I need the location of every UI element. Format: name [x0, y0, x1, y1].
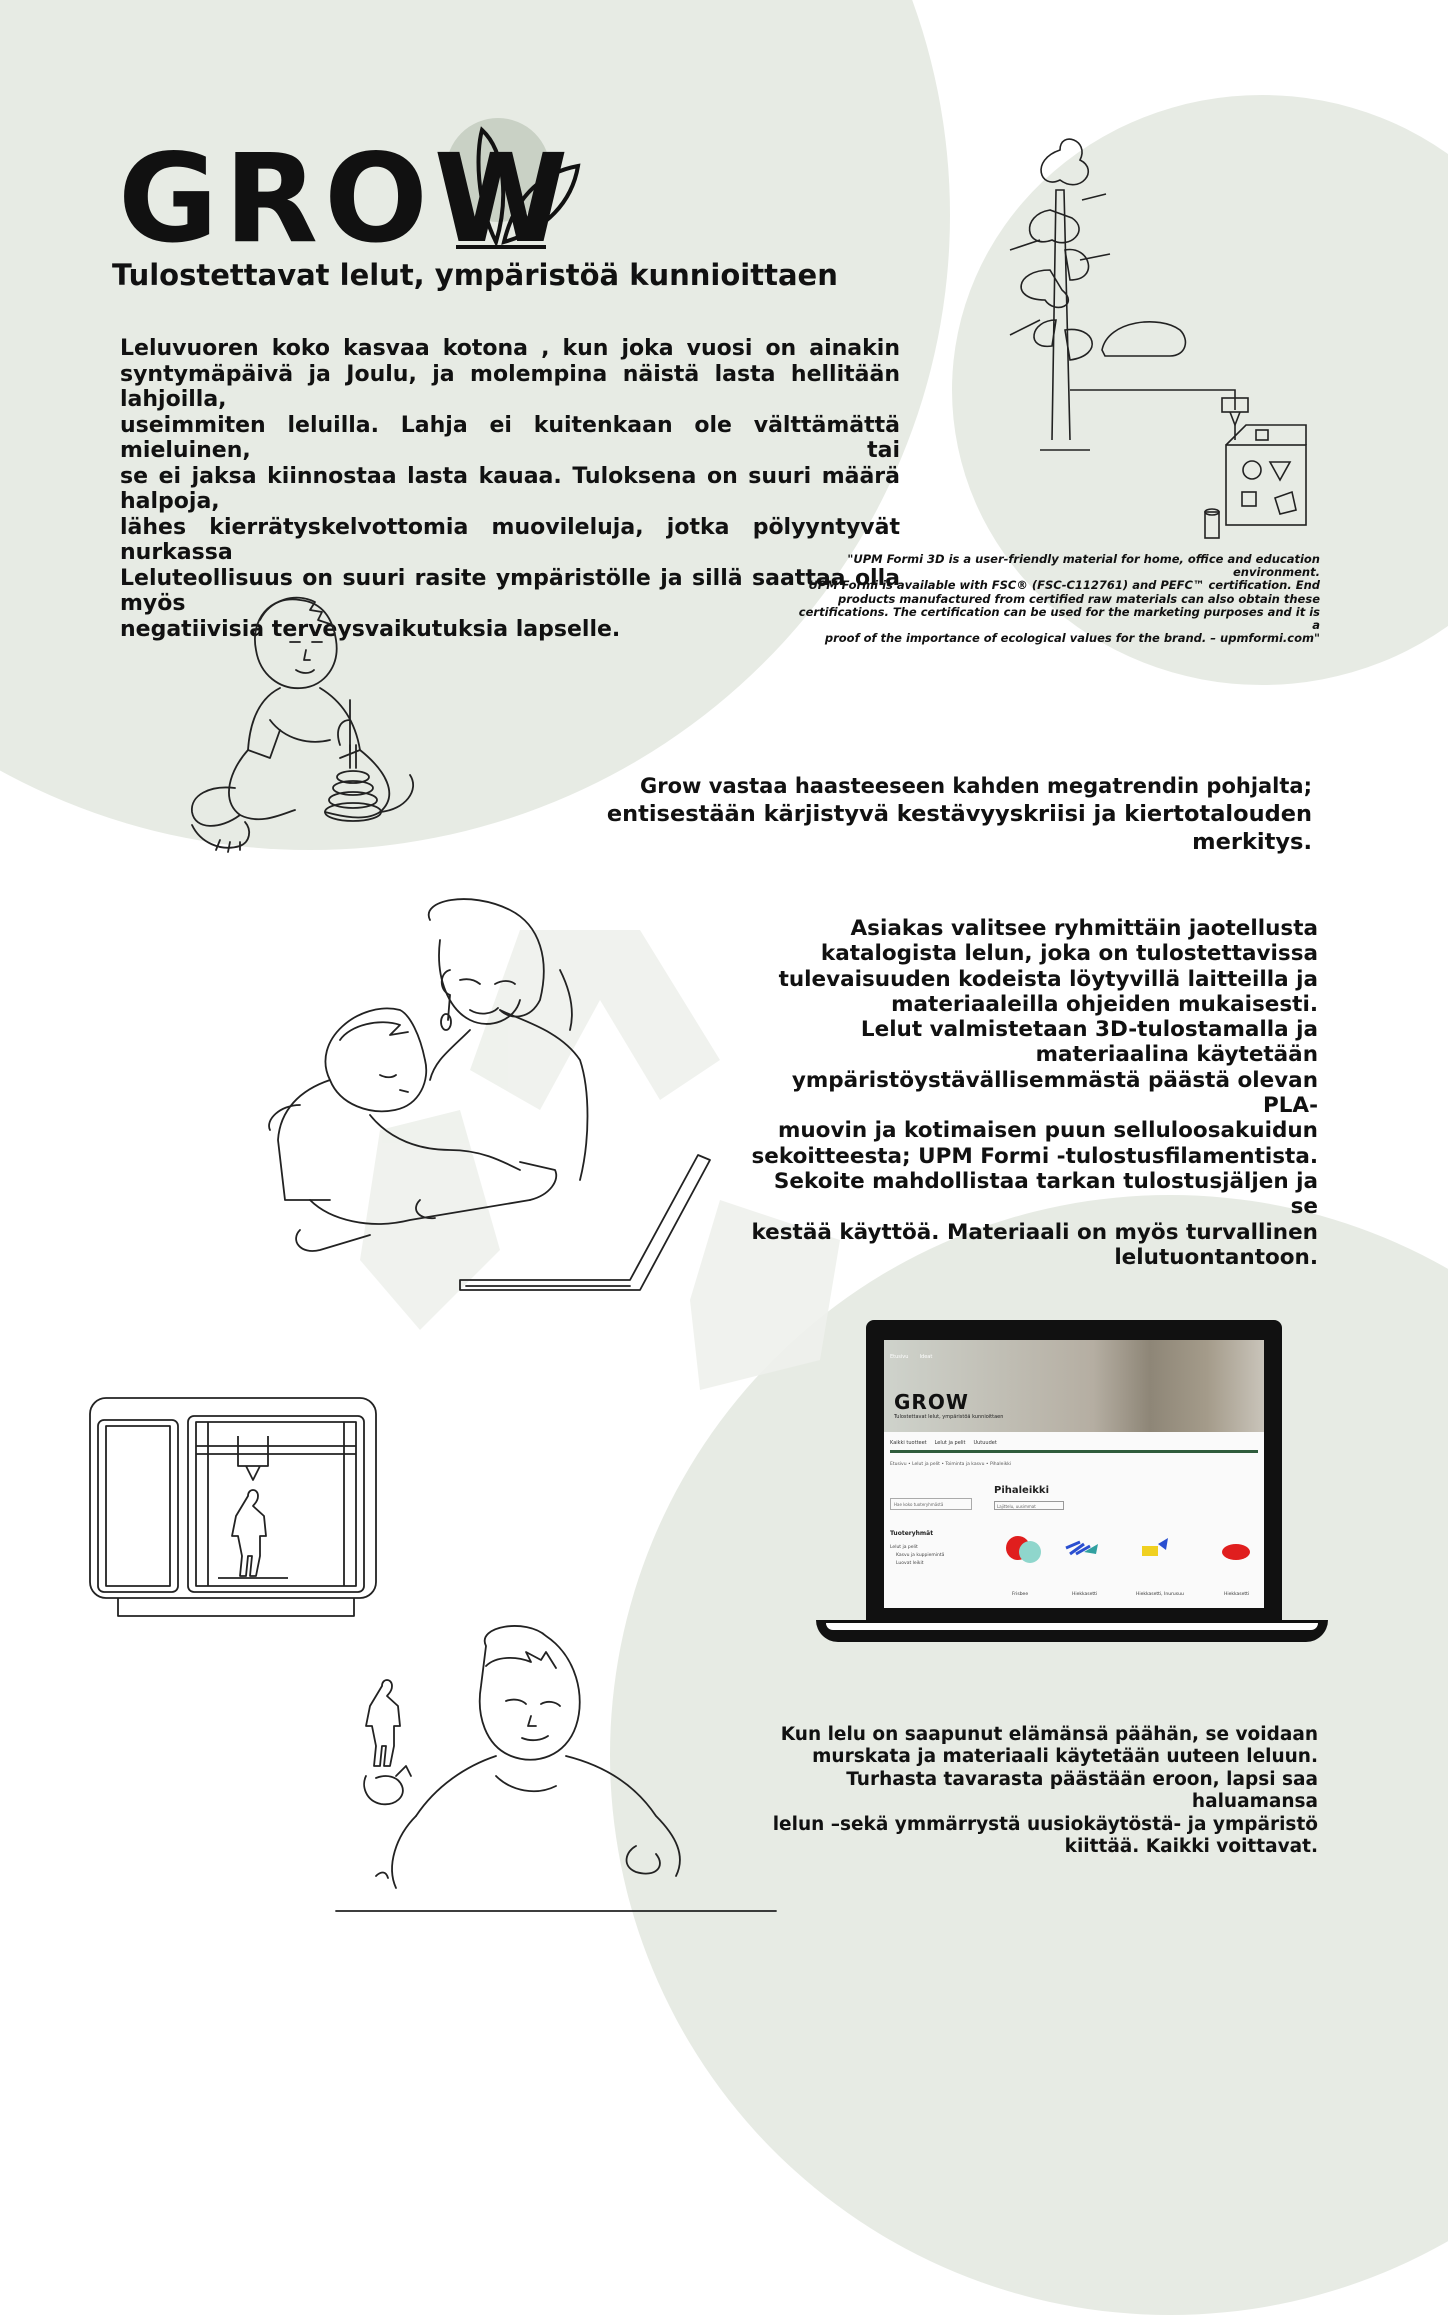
website-group-heading: Tuoteryhmät — [890, 1530, 934, 1537]
customer-process-paragraph — [740, 916, 1318, 1270]
customer-line: materiaaleilla ohjeiden mukaisesti. — [891, 991, 1318, 1017]
website-group-item[interactable]: Kasvu ja kuppiemintä — [896, 1553, 945, 1558]
lifecycle-line: murskata ja materiaali käytetään uuteen leluun. — [812, 1746, 1318, 1768]
tree-to-toy-illustration — [990, 120, 1310, 540]
website-nav-item[interactable]: Ideat — [919, 1354, 933, 1360]
website-product-caption[interactable]: Hiekkasetti — [1072, 1592, 1098, 1597]
quote-line: proof of the importance of ecological values for the brand. – upmformi.com" — [824, 631, 1320, 646]
website-nav-item[interactable]: Etusivu — [890, 1354, 909, 1360]
parent-and-child-laptop-illustration — [270, 900, 720, 1320]
megatrend-line-1: Grow vastaa haasteeseen kahden megatrendin pohjalta; — [640, 774, 1312, 798]
lifecycle-line: Turhasta tavarasta päästään eroon, lapsi saa haluamansa — [846, 1768, 1318, 1813]
website-category-heading: Pihaleikki — [994, 1485, 1049, 1496]
website-sort-select[interactable]: Lajittelu, uusimmat — [994, 1501, 1064, 1510]
website-search-input[interactable]: Hae koko tuoteryhmästä — [890, 1498, 972, 1510]
logo-wordmark: GROW — [118, 128, 575, 270]
website-tagline: Tulostettavat lelut, ympäristöä kunnioittaen — [894, 1414, 1004, 1420]
website-product-caption[interactable]: Hiekkasetti — [1224, 1592, 1250, 1597]
customer-line: tulevaisuuden kodeista löytyvillä laitteilla ja — [778, 966, 1318, 992]
laptop-base — [816, 1620, 1328, 1642]
intro-line: negatiivisia terveysvaikutuksia lapselle. — [120, 616, 621, 642]
website-group-item[interactable]: Lelut ja pelit — [890, 1545, 918, 1550]
child-with-ring-stacker-illustration — [190, 580, 480, 880]
customer-line: katalogista lelun, joka on tulostettavissa — [820, 941, 1318, 967]
intro-line: Leluvuoren koko kasvaa kotona , kun joka vuosi on ainakin — [120, 336, 900, 361]
customer-line: lelutuontantoon. — [1114, 1244, 1318, 1270]
lifecycle-line: Kun lelu on saapunut elämänsä päähän, se voidaan — [780, 1724, 1318, 1745]
megatrend-statement — [520, 772, 1312, 856]
customer-line: kestää käyttöä. Materiaali on myös turvallinen — [751, 1219, 1318, 1245]
customer-line: Sekoite mahdollistaa tarkan tulostusjäljen ja se — [773, 1168, 1318, 1220]
lifecycle-paragraph — [740, 1724, 1318, 1858]
website-menu-item[interactable]: Kaikki tuotteet — [890, 1440, 927, 1446]
quote-line: UPM Formi is available with FSC® (FSC-C112761) and PEFC™ certification. End — [808, 578, 1320, 593]
website-menu-item[interactable]: Lelut ja pelit — [934, 1440, 966, 1446]
quote-line: products manufactured from certified raw materials can also obtain these — [838, 591, 1320, 606]
website-breadcrumb[interactable]: Etusivu • Lelut ja pelit • Toiminta ja kasvu • Pihaleikki — [890, 1462, 1012, 1467]
intro-line: useimmiten leluilla. Lahja ei kuitenkaan ole välttämättä mieluinen, tai — [120, 412, 900, 463]
intro-line: se ei jaksa kiinnostaa lasta kauaa. Tuloksena on suuri määrä halpoja, — [120, 463, 900, 514]
upm-formi-quote — [790, 553, 1320, 645]
lifecycle-line: kiittää. Kaikki voittavat. — [1064, 1836, 1318, 1858]
3d-printer-illustration — [88, 1396, 388, 1636]
customer-line: muovin ja kotimaisen puun selluloosakuidun — [777, 1118, 1318, 1144]
website-group-item[interactable]: Luovat leikit — [896, 1561, 924, 1566]
child-with-toy-figure-illustration — [336, 1626, 776, 1926]
website-logo: GROW — [894, 1390, 969, 1414]
lifecycle-line: lelun –sekä ymmärrystä uusiokäytöstä- ja ympäristö — [772, 1813, 1318, 1835]
megatrend-line-2: entisestään kärjistyvä kestävyyskriisi ja kiertotalouden merkitys. — [606, 801, 1312, 855]
customer-line: sekoitteesta; UPM Formi -tulostusfilamentista. — [751, 1143, 1318, 1169]
website-mockup — [884, 1340, 1264, 1608]
customer-line: Asiakas valitsee ryhmittäin jaotellusta — [850, 916, 1318, 941]
quote-line: "UPM Formi 3D is a user-friendly material for home, office and education environment. — [847, 552, 1320, 580]
customer-line: ympäristöystävällisemmästä päästä olevan PLA- — [791, 1067, 1318, 1119]
intro-line: lähes kierrätyskelvottomia muovileluja, jotka pölyyntyvät nurkassa — [120, 514, 900, 565]
laptop-screen — [866, 1320, 1282, 1620]
intro-line: syntymäpäivä ja Joulu, ja molempina näistä lasta hellitään lahjoilla, — [120, 361, 900, 412]
intro-line: Leluteollisuus on suuri rasite ympäristölle ja sillä saattaa olla myös — [120, 565, 900, 616]
website-product-images — [884, 1340, 1264, 1608]
quote-line: certifications. The certification can be used for the marketing purposes and it is a — [798, 604, 1320, 633]
website-product-caption[interactable]: Frisbee — [1012, 1592, 1029, 1597]
website-product-caption[interactable]: Hiekkasetti, Inurusuu — [1136, 1592, 1184, 1597]
page-subtitle: Tulostettavat lelut, ympäristöä kunnioittaen — [112, 258, 838, 292]
customer-line: Lelut valmistetaan 3D-tulostamalla ja — [860, 1017, 1318, 1043]
customer-line: materiaalina käytetään — [1035, 1042, 1318, 1068]
website-menu-item[interactable]: Uutuudet — [973, 1440, 997, 1446]
